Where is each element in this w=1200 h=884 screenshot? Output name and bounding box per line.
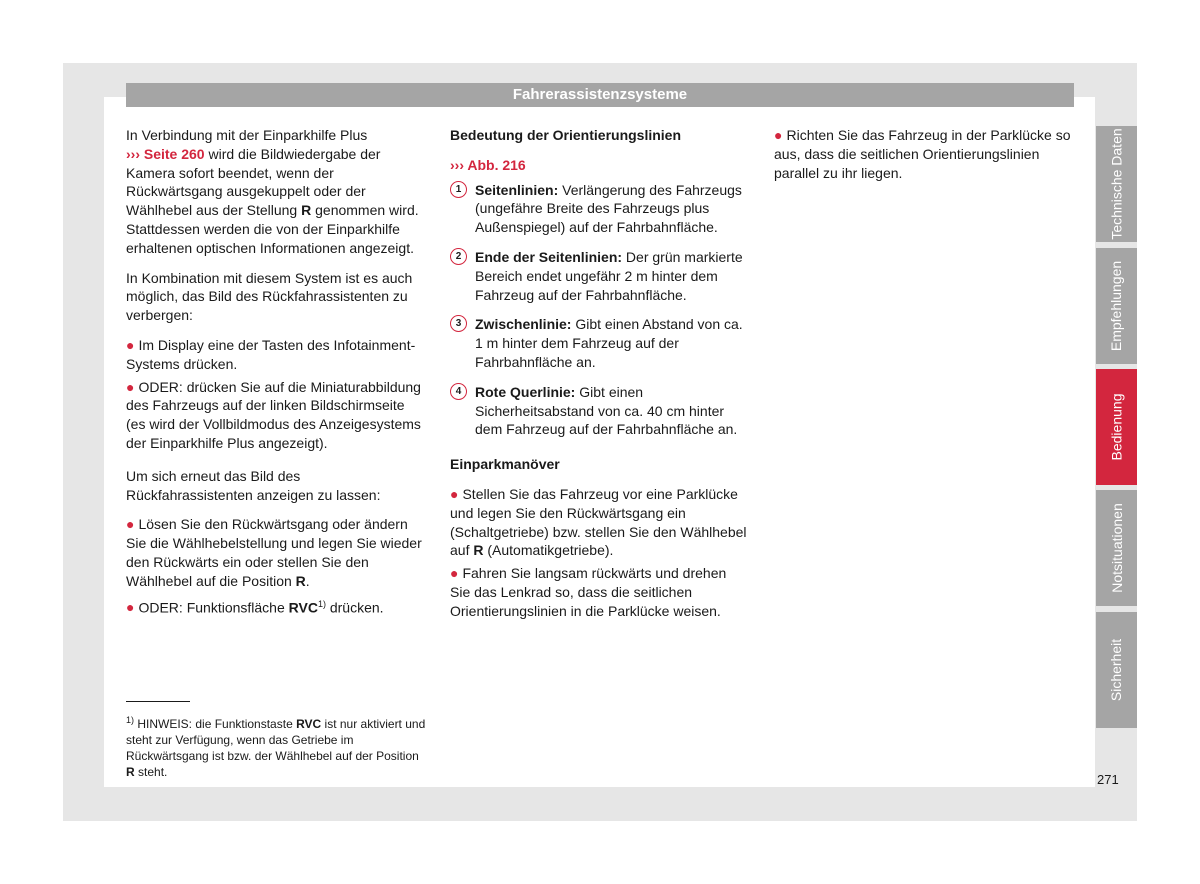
bullet-dot-icon: ● xyxy=(126,516,135,533)
item-title: Seitenlinien: xyxy=(475,181,559,198)
footnote-bold: R xyxy=(126,765,135,779)
footnote-marker: 1) xyxy=(317,598,326,609)
bullet-text: Richten Sie das Fahrzeug in der Parklücke so aus, dass die seitlichen Orientierungslinien parallel zu ihr liegen. xyxy=(774,127,1071,181)
page-reference-link[interactable]: ››› Seite 260 xyxy=(126,145,205,162)
intro-text-c: genommen wird. Stattdessen werden die von der Einparkhilfe erhaltenen optischen Informationen angezeigt. xyxy=(126,202,419,256)
bullet-item xyxy=(126,515,426,590)
bullet-text: Im Display eine der Tasten des Infotainment-Systems drücken. xyxy=(126,336,416,372)
bullet-text-end: drücken. xyxy=(325,599,384,616)
paragraph-restore: Um sich erneut das Bild des Rückfahrassistenten anzeigen zu lassen: xyxy=(126,467,381,503)
bullet-item xyxy=(450,485,750,560)
intro-bold-r: R xyxy=(301,202,312,219)
tab-label: Bedienung xyxy=(1108,393,1125,461)
column-right xyxy=(774,126,1074,193)
bullet-text: Lösen Sie den Rückwärtsgang oder ändern Sie die Wählhebelstellung und legen Sie wieder den Rückwärts ein oder stellen Sie den Wählhebel auf die Position xyxy=(126,516,422,589)
numbered-item xyxy=(450,315,750,371)
section-header: Fahrerassistenzsysteme xyxy=(126,83,1074,107)
bullet-dot-icon: ● xyxy=(450,565,459,582)
footnote-divider xyxy=(126,701,190,702)
bullet-bold: R xyxy=(473,542,484,559)
page-number: 271 xyxy=(1097,772,1119,787)
heading-orientation-lines: Bedeutung der Orientierungslinien xyxy=(450,127,682,143)
tab-empfehlungen[interactable] xyxy=(1096,248,1137,364)
heading-parking: Einparkmanöver xyxy=(450,456,560,473)
paragraph-intro xyxy=(126,126,426,258)
tab-bedienung[interactable] xyxy=(1096,369,1137,485)
number-circle-icon: 4 xyxy=(450,383,467,400)
column-left xyxy=(126,126,426,628)
number-circle-icon: 3 xyxy=(450,315,467,332)
paragraph-combination: In Kombination mit diesem System ist es auch möglich, das Bild des Rückfahrassistenten zu verbergen: xyxy=(126,269,413,324)
numbered-list xyxy=(450,181,750,440)
number-circle-icon: 1 xyxy=(450,181,467,198)
bullet-text: ODER: drücken Sie auf die Miniaturabbildung des Fahrzeugs auf der linken Bildschirmseite (es wird der Vollbildmodus des Anzeigesystems der Einparkhilfe Plus angezeigt). xyxy=(126,378,421,451)
bullet-text: Stellen Sie das Fahrzeug vor eine Parklücke und legen Sie den Rückwärtsgang ein (Schaltgetriebe) bzw. stellen Sie den Wählhebel auf xyxy=(450,485,747,559)
bullet-dot-icon: ● xyxy=(126,599,135,616)
bullet-bold: RVC xyxy=(288,599,318,616)
tab-sicherheit[interactable] xyxy=(1096,612,1137,728)
bullet-item xyxy=(450,564,750,620)
tab-label: Notsituationen xyxy=(1108,503,1125,593)
column-middle xyxy=(450,126,750,632)
intro-text-b: wird die Bildwiedergabe der Kamera sofort beendet, wenn der Rückwärtsgang ausgekuppelt oder der Wählhebel aus der Stellung xyxy=(126,145,381,219)
intro-text-a: In Verbindung mit der Einparkhilfe Plus xyxy=(126,127,368,143)
tab-technische-daten[interactable] xyxy=(1096,126,1137,242)
bullet-dot-icon: ● xyxy=(126,378,135,395)
footnote-text: ist nur aktiviert und steht zur Verfügung, wenn das Getriebe im Rückwärtsgang ist bzw. der Wählhebel auf der Position xyxy=(126,717,426,763)
item-title: Ende der Seitenlinien: xyxy=(475,248,623,265)
bullet-item xyxy=(126,336,426,374)
item-text: Der grün markierte Bereich endet ungefähr 2 m hinter dem Fahrzeug auf der Fahrbahnfläche. xyxy=(475,248,743,303)
footnote-number: 1) xyxy=(126,715,135,725)
tab-label: Technische Daten xyxy=(1108,128,1125,240)
bullet-item xyxy=(126,595,426,617)
footnote-bold: RVC xyxy=(296,717,322,731)
bullet-text: Fahren Sie langsam rückwärts und drehen Sie das Lenkrad so, dass die seitlichen Orientierungslinien in die Parklücke weisen. xyxy=(450,565,727,619)
bullet-dot-icon: ● xyxy=(450,485,459,502)
footnote-text: HINWEIS: die Funktionstaste xyxy=(134,717,297,731)
bullet-bold: R xyxy=(295,572,306,589)
numbered-item xyxy=(450,181,750,237)
numbered-item xyxy=(450,248,750,304)
footnote xyxy=(126,712,426,780)
bullet-item xyxy=(126,378,426,453)
item-text: Verlängerung des Fahrzeugs (ungefähre Breite des Fahrzeugs plus Außenspiegel) auf der Fahrbahnfläche. xyxy=(475,181,742,236)
footnote-text: steht. xyxy=(134,765,168,779)
bullet-text-end: (Automatikgetriebe). xyxy=(483,542,614,559)
figure-reference-link[interactable]: ››› Abb. 216 xyxy=(450,156,526,173)
item-text: Gibt einen Sicherheitsabstand von ca. 40 cm hinter dem Fahrzeug auf der Fahrbahnfläche an. xyxy=(475,383,738,438)
item-text: Gibt einen Abstand von ca. 1 m hinter dem Fahrzeug auf der Fahrbahnfläche an. xyxy=(475,316,743,370)
number-circle-icon: 2 xyxy=(450,248,467,265)
bullet-dot-icon: ● xyxy=(774,127,783,143)
tab-notsituationen[interactable] xyxy=(1096,490,1137,606)
bullet-text: ODER: Funktionsfläche xyxy=(138,599,289,616)
bullet-dot-icon: ● xyxy=(126,336,135,353)
tab-label: Empfehlungen xyxy=(1108,260,1125,352)
numbered-item xyxy=(450,383,750,439)
bullet-text-end: . xyxy=(305,572,310,589)
bullet-item xyxy=(774,126,1074,182)
tab-label: Sicherheit xyxy=(1108,638,1125,702)
item-title: Rote Querlinie: xyxy=(475,383,576,400)
item-title: Zwischenlinie: xyxy=(475,316,572,333)
